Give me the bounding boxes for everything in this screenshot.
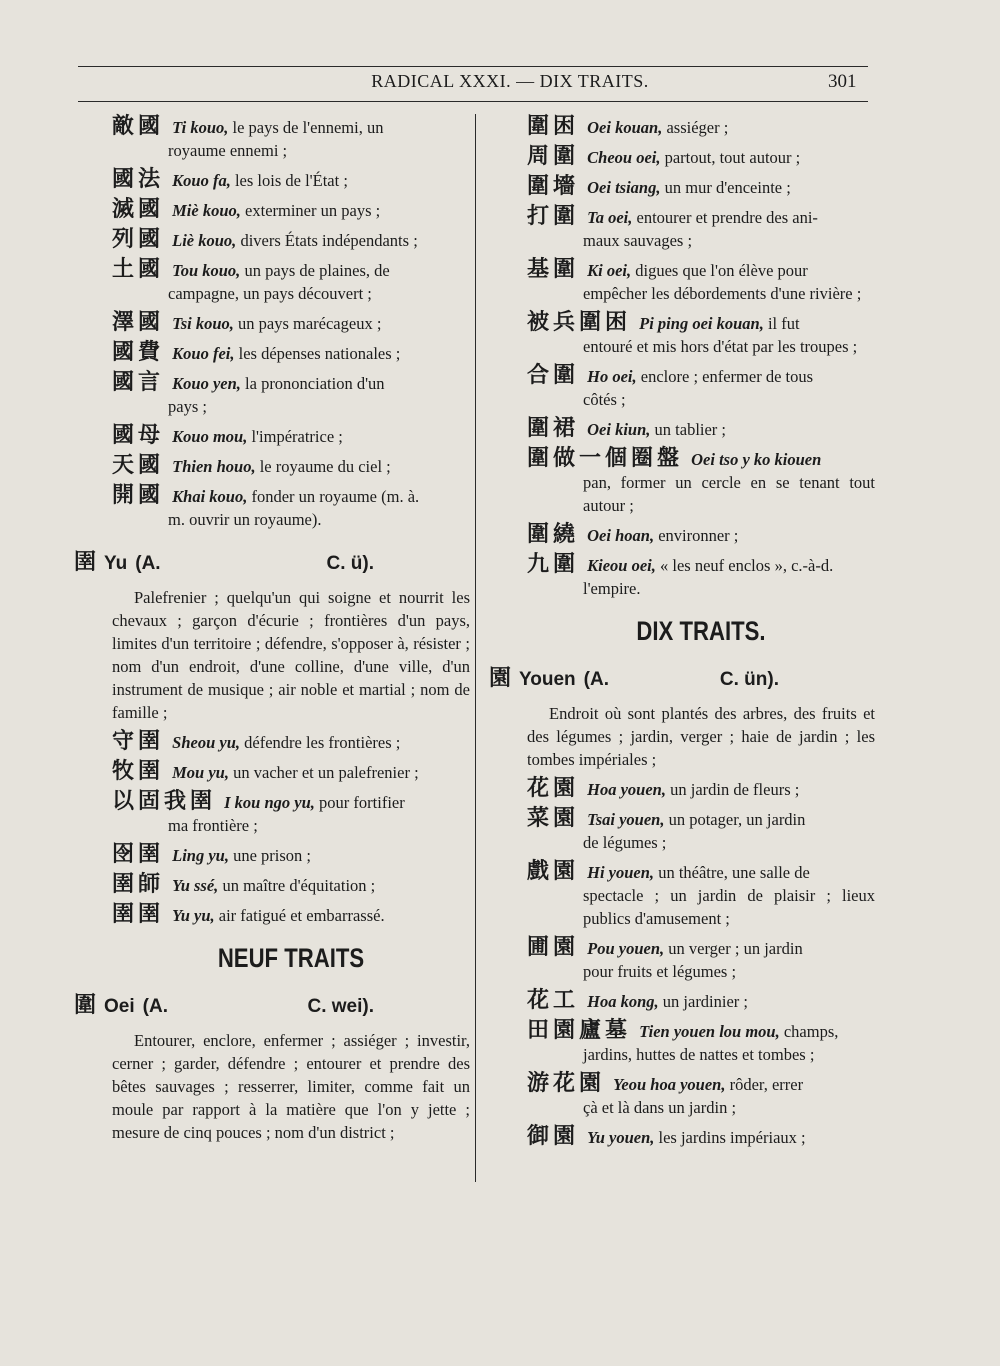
entry-definition: « les neuf enclos », c.-à-d. [660,556,834,575]
entry-romanization: Yeou hoa youen, [613,1075,726,1094]
entry-list [527,777,875,1149]
entry-first-line [112,730,470,754]
entry-romanization: Oei tso y ko kiouen [691,450,822,469]
entry-definition: divers États indépendants ; [240,231,418,250]
entry-continuation: çà et là dans un jardin ; [583,1098,737,1117]
running-header: RADICAL XXXI. — DIX TRAITS. [371,71,649,91]
page-number: 301 [828,71,857,92]
entry-chinese: 以固我圉 [112,789,217,814]
dictionary-entry [527,553,875,600]
entry-romanization: Hi youen, [587,863,655,882]
entry-definition: pour fortifier [319,793,405,812]
dictionary-entry [527,115,875,139]
entry-definition: défendre les frontières ; [244,733,401,752]
entry-romanization: Ho oei, [587,367,637,386]
entry-chinese: 菜園 [527,806,580,831]
entry-romanization: Hoa kong, [587,992,659,1011]
headword-c-marker: C. ü). [326,553,374,574]
dictionary-entry [112,258,470,305]
headword-youen [489,661,875,692]
headword-a-marker: (A. [135,553,161,574]
entry-first-line [527,311,875,335]
entry-continuation: spectacle ; un jardin de plaisir ; lieux publics d'amusement ; [583,886,875,928]
entry-definition: la prononciation d'un [245,374,385,393]
entry-definition: un mur d'enceinte ; [664,178,791,197]
entry-continuation: entouré et mis hors d'état par les troupes ; [583,337,858,356]
entry-romanization: Kouo mou, [172,427,248,446]
entry-definition: entourer et prendre des ani- [636,208,818,227]
entry-romanization: Pou youen, [587,939,665,958]
entry-romanization: I kou ngo yu, [224,793,315,812]
entry-continuation: côtés ; [583,390,626,409]
entry-definition: un tablier ; [654,420,727,439]
entry-definition: un pays de plaines, de [244,261,390,280]
entry-definition: champs, [783,1022,839,1041]
dictionary-entry [112,168,470,192]
entry-first-line [112,903,470,927]
entry-definition: rôder, errer [729,1075,804,1094]
entry-chinese: 圍做一個圈盤 [527,446,684,471]
entry-list [112,730,470,927]
headword-character: 圉 [74,550,97,575]
dictionary-entry [112,341,470,365]
entry-first-line [112,168,470,192]
entry-definition: un potager, un jardin [668,810,806,829]
entry-definition: un vacher et un palefrenier ; [233,763,419,782]
entry-definition: air fatigué et embarrassé. [218,906,385,925]
entry-romanization: Hoa youen, [587,780,666,799]
entry-romanization: Yu youen, [587,1128,655,1147]
entry-first-line [112,843,470,867]
entry-first-line [527,807,875,831]
dictionary-entry [112,371,470,418]
entry-romanization: Tsai youen, [587,810,665,829]
entry-definition: assiéger ; [666,118,729,137]
dictionary-entry [527,258,875,305]
entry-romanization: Sheou yu, [172,733,240,752]
entry-first-line [527,1125,875,1149]
entry-definition: partout, tout autour ; [664,148,801,167]
headword-a-marker: (A. [142,996,168,1017]
entry-definition: les dépenses nationales ; [238,344,401,363]
entry-romanization: Ta oei, [587,208,633,227]
entry-continuation: m. ouvrir un royaume). [168,510,322,529]
entry-definition: environner ; [658,526,739,545]
entry-chinese: 土國 [112,257,165,282]
headword-romanization: Oei [104,996,135,1017]
entry-continuation: pan, former un cercle en se tenant tout autour ; [583,473,875,515]
entry-romanization: Khai kouo, [172,487,248,506]
entry-continuation: pays ; [168,397,207,416]
dictionary-entry [527,1125,875,1149]
entry-first-line [112,115,470,139]
entry-chinese: 圍裙 [527,416,580,441]
entry-chinese: 列國 [112,227,165,252]
entry-definition: le pays de l'ennemi, un [232,118,384,137]
entry-chinese: 天國 [112,453,165,478]
headword-a-marker: (A. [583,669,609,690]
entry-definition: une prison ; [233,846,312,865]
definition-paragraph: Endroit où sont plantés des arbres, des fruits et des légumes ; jardin, verger ; haie de jardin ; les tombes impériales ; [527,704,875,769]
entry-chinese: 牧圉 [112,759,165,784]
dictionary-entry [527,860,875,930]
dictionary-entry [527,145,875,169]
entry-definition: un jardin de fleurs ; [670,780,800,799]
entry-definition: les lois de l'État ; [234,171,348,190]
entry-first-line [527,205,875,229]
entry-romanization: Miè kouo, [172,201,241,220]
dictionary-entry [527,1072,875,1119]
entry-first-line [112,424,470,448]
entry-first-line [112,760,470,784]
entry-first-line [527,258,875,282]
entry-first-line [112,258,470,282]
entry-definition: l'impératrice ; [251,427,343,446]
entry-chinese: 合圍 [527,363,580,388]
entry-romanization: Mou yu, [172,763,229,782]
entry-first-line [527,1072,875,1096]
definition-paragraph: Palefrenier ; quelqu'un qui soigne et nourrit les chevaux ; garçon d'écurie ; frontières d'un pays, limites d'un territoire ; défendre, s'opposer à, résister ; nom d'un endroit, d'une colline, d'une ville, d'un instrument de musique ; air noble et martial ; nom de famille ; [112,588,470,722]
dictionary-entry [112,311,470,335]
entry-romanization: Kouo fa, [172,171,231,190]
entry-first-line [112,873,470,897]
dictionary-entry [527,936,875,983]
headword-yu [74,545,470,576]
entry-continuation: maux sauvages ; [583,231,693,250]
entry-definition: un verger ; un jardin [668,939,803,958]
entry-definition: un maître d'équitation ; [222,876,376,895]
entry-romanization: Thien houo, [172,457,256,476]
headword-oei [74,988,470,1019]
dictionary-entry [112,903,470,927]
dictionary-entry [527,777,875,801]
entry-first-line [527,989,875,1013]
entry-first-line [112,790,470,814]
entry-list [527,115,875,600]
entry-chinese: 敵國 [112,114,165,139]
entry-definition: enclore ; enfermer de tous [640,367,814,386]
entry-first-line [112,228,470,252]
entry-romanization: Tien youen lou mou, [639,1022,780,1041]
entry-definition: les jardins impériaux ; [658,1128,806,1147]
headword-character: 園 [489,666,512,691]
entry-definition: il fut [767,314,800,333]
entry-chinese: 圍困 [527,114,580,139]
entry-chinese: 游花園 [527,1071,606,1096]
entry-romanization: Ti kouo, [172,118,229,137]
entry-definition: le royaume du ciel ; [259,457,391,476]
definition-paragraph: Entourer, enclore, enfermer ; assiéger ; investir, cerner ; garder, défendre ; entourer et prendre des bêtes sauvages ; resserrer, limiter, comme fait un moule par rapport à la matière que l'on y jette ; mesure de cinq pouces ; nom d'un district ; [112,1031,470,1142]
entry-continuation: empêcher les débordements d'une rivière ; [583,284,862,303]
entry-romanization: Tsi kouo, [172,314,234,333]
entry-chinese: 國言 [112,370,165,395]
section-heading: NEUF TRAITS [217,943,365,973]
entry-chinese: 戲園 [527,859,580,884]
entry-definition: digues que l'on élève pour [635,261,808,280]
entry-chinese: 滅國 [112,197,165,222]
dictionary-entry [527,523,875,547]
dictionary-entry [527,205,875,252]
dictionary-entry [527,417,875,441]
entry-continuation: de légumes ; [583,833,667,852]
dictionary-entry [527,807,875,854]
entry-chinese: 圃園 [527,935,580,960]
entry-chinese: 基圍 [527,257,580,282]
entry-chinese: 國費 [112,340,165,365]
dictionary-entry [527,364,875,411]
entry-chinese: 九圍 [527,552,580,577]
entry-chinese: 周圍 [527,144,580,169]
dictionary-entry [112,115,470,162]
entry-romanization: Ki oei, [587,261,632,280]
dictionary-entry [527,447,875,517]
entry-first-line [112,454,470,478]
entry-chinese: 國母 [112,423,165,448]
entry-romanization: Oei kouan, [587,118,663,137]
entry-romanization: Yu ssé, [172,876,219,895]
headword-romanization: Youen [519,669,576,690]
headword-c-marker: C. ün). [719,669,779,690]
entry-chinese: 花園 [527,776,580,801]
dictionary-entry [112,843,470,867]
dictionary-entry [112,484,470,531]
entry-first-line [527,115,875,139]
section-heading: DIX TRAITS. [636,616,766,646]
dictionary-entry [527,1019,875,1066]
entry-first-line [112,198,470,222]
entry-romanization: Kouo yen, [172,374,241,393]
entry-continuation: ma frontière ; [168,816,258,835]
dictionary-entry [112,454,470,478]
entry-chinese: 圉圉 [112,902,165,927]
header-bottom-rule [78,101,868,102]
entry-first-line [527,523,875,547]
dictionary-entry [527,175,875,199]
entry-chinese: 被兵圍困 [527,310,632,335]
entry-first-line [527,417,875,441]
dictionary-entry [112,730,470,754]
entry-romanization: Pi ping oei kouan, [639,314,764,333]
entry-chinese: 圉師 [112,872,165,897]
entry-first-line [112,341,470,365]
entry-first-line [112,371,470,395]
entry-definition: fonder un royaume (m. à. [251,487,420,506]
column-divider [475,114,476,1182]
entry-continuation: campagne, un pays découvert ; [168,284,372,303]
entry-chinese: 囹圉 [112,842,165,867]
entry-first-line [527,447,875,471]
dictionary-entry [112,873,470,897]
entry-first-line [112,311,470,335]
entry-continuation: l'empire. [583,579,641,598]
entry-romanization: Kouo fei, [172,344,235,363]
left-column [74,114,470,1150]
entry-definition: un théâtre, une salle de [658,863,810,882]
headword-romanization: Yu [104,553,128,574]
entry-romanization: Oei hoan, [587,526,655,545]
dictionary-entry [527,311,875,358]
entry-continuation: jardins, huttes de nattes et tombes ; [583,1045,815,1064]
entry-definition: exterminer un pays ; [245,201,381,220]
entry-definition: un pays marécageux ; [238,314,382,333]
entry-first-line [527,553,875,577]
entry-first-line [527,936,875,960]
dictionary-entry [112,424,470,448]
header-top-rule [78,66,868,67]
entry-first-line [527,175,875,199]
entry-romanization: Tou kouo, [172,261,241,280]
dictionary-entry [112,228,470,252]
entry-chinese: 開國 [112,483,165,508]
entry-list [112,115,470,531]
entry-romanization: Oei tsiang, [587,178,661,197]
entry-romanization: Oei kiun, [587,420,651,439]
entry-first-line [112,484,470,508]
entry-romanization: Kieou oei, [587,556,656,575]
entry-romanization: Liè kouo, [172,231,237,250]
headword-character: 圍 [74,993,97,1018]
headword-c-marker: C. wei). [307,996,374,1017]
entry-continuation: pour fruits et légumes ; [583,962,737,981]
dictionary-entry [112,760,470,784]
dictionary-entry [112,198,470,222]
entry-first-line [527,1019,875,1043]
entry-first-line [527,777,875,801]
entry-chinese: 國法 [112,167,165,192]
entry-first-line [527,364,875,388]
right-column [489,114,875,1155]
entry-chinese: 澤國 [112,310,165,335]
entry-continuation: royaume ennemi ; [168,141,288,160]
entry-chinese: 御園 [527,1124,580,1149]
entry-first-line [527,145,875,169]
entry-chinese: 圍墻 [527,174,580,199]
entry-chinese: 花工 [527,988,580,1013]
entry-romanization: Cheou oei, [587,148,661,167]
dictionary-entry [112,790,470,837]
entry-romanization: Ling yu, [172,846,229,865]
entry-chinese: 圍繞 [527,522,580,547]
entry-definition: un jardinier ; [662,992,749,1011]
entry-romanization: Yu yu, [172,906,215,925]
entry-chinese: 田園廬墓 [527,1018,632,1043]
dictionary-entry [527,989,875,1013]
entry-chinese: 守圉 [112,729,165,754]
entry-first-line [527,860,875,884]
entry-chinese: 打圍 [527,204,580,229]
